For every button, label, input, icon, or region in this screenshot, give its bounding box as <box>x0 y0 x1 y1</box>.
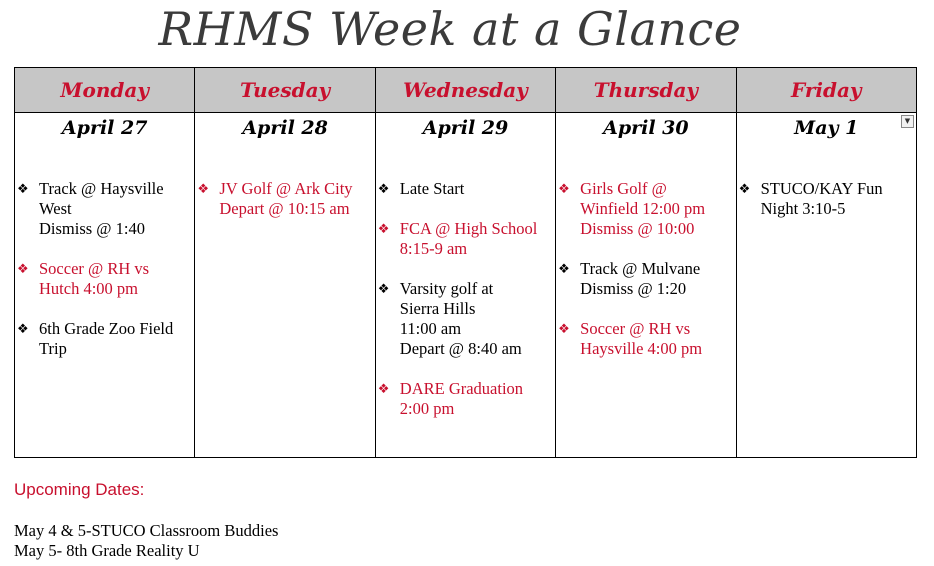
date-label: April 28 <box>242 117 328 139</box>
dropdown-arrow-icon[interactable]: ▼ <box>901 115 914 128</box>
event-text-line: Night 3:10-5 <box>760 199 846 218</box>
day-cell-monday <box>15 113 195 458</box>
event-text-line: Varsity golf at <box>399 279 494 298</box>
day-content-row <box>15 113 917 458</box>
diamond-bullet-icon: ❖ <box>377 181 390 196</box>
event-list <box>556 179 735 359</box>
event-text-line: JV Golf @ Ark City <box>219 179 353 198</box>
day-header-thursday: Thursday <box>556 68 736 113</box>
event-item <box>376 379 555 419</box>
event-text-line: Track @ Haysville <box>39 179 164 198</box>
day-header-friday: Friday <box>736 68 916 113</box>
event-item <box>556 259 735 299</box>
event-text-line: Dismiss @ 10:00 <box>580 219 695 238</box>
event-item <box>556 319 735 359</box>
event-text-line: Depart @ 8:40 am <box>399 339 522 358</box>
date-label: May 1 <box>794 117 859 139</box>
event-text-line: Soccer @ RH vs <box>580 319 691 338</box>
event-item <box>556 179 735 239</box>
diamond-bullet-icon: ❖ <box>197 181 210 196</box>
event-text-line: Trip <box>39 339 67 358</box>
upcoming-item: May 5- 8th Grade Reality U <box>14 541 200 560</box>
event-text-line: DARE Graduation <box>399 379 524 398</box>
event-item <box>376 219 555 259</box>
date-label: April 29 <box>422 117 509 139</box>
diamond-bullet-icon: ❖ <box>377 281 390 296</box>
day-cell-tuesday <box>195 113 375 458</box>
event-item <box>15 179 194 239</box>
diamond-bullet-icon: ❖ <box>558 261 570 276</box>
day-cell-thursday <box>556 113 736 458</box>
event-item <box>15 319 194 359</box>
event-text-line: STUCO/KAY Fun <box>760 179 883 198</box>
day-cell-friday <box>736 113 916 458</box>
day-header-monday: Monday <box>15 68 195 113</box>
event-list <box>15 179 194 359</box>
event-text-line: Winfield 12:00 pm <box>580 199 706 218</box>
event-list <box>195 179 374 219</box>
event-item <box>376 279 555 359</box>
diamond-bullet-icon: ❖ <box>17 261 29 276</box>
event-text-line: 8:15-9 am <box>399 239 468 258</box>
diamond-bullet-icon: ❖ <box>558 181 570 196</box>
diamond-bullet-icon: ❖ <box>17 321 29 336</box>
event-item <box>376 179 555 199</box>
upcoming-heading: Upcoming Dates: <box>14 480 145 499</box>
diamond-bullet-icon: ❖ <box>17 181 29 196</box>
day-header-wednesday: Wednesday <box>375 68 555 113</box>
page-title: RHMS Week at a Glance <box>158 2 742 56</box>
diamond-bullet-icon: ❖ <box>558 321 570 336</box>
upcoming-item: May 4 & 5-STUCO Classroom Buddies <box>14 521 279 540</box>
event-text-line: Depart @ 10:15 am <box>219 199 350 218</box>
event-text-line: Soccer @ RH vs <box>39 259 150 278</box>
event-text-line: Dismiss @ 1:40 <box>39 219 145 238</box>
diamond-bullet-icon: ❖ <box>738 181 751 196</box>
event-text-line: Track @ Mulvane <box>580 259 701 278</box>
event-list <box>376 179 555 419</box>
event-text-line: Dismiss @ 1:20 <box>580 279 687 298</box>
event-item <box>195 179 374 219</box>
event-text-line: 6th Grade Zoo Field <box>39 319 174 338</box>
week-calendar-table <box>14 67 917 458</box>
day-cell-wednesday <box>375 113 555 458</box>
event-text-line: Girls Golf @ <box>580 179 667 198</box>
event-item <box>15 259 194 299</box>
event-text-line: West <box>39 199 72 218</box>
event-text-line: FCA @ High School <box>399 219 538 238</box>
date-label: April 30 <box>603 117 689 139</box>
event-text-line: Haysville 4:00 pm <box>580 339 703 358</box>
date-label: April 27 <box>61 117 148 139</box>
diamond-bullet-icon: ❖ <box>377 381 390 396</box>
event-text-line: Hutch 4:00 pm <box>39 279 138 298</box>
event-text-line: 2:00 pm <box>399 399 455 418</box>
day-header-tuesday: Tuesday <box>195 68 375 113</box>
diamond-bullet-icon: ❖ <box>377 221 390 236</box>
event-item <box>737 179 916 219</box>
day-header-row <box>15 68 917 113</box>
event-text-line: Late Start <box>399 179 465 198</box>
event-text-line: 11:00 am <box>399 319 462 338</box>
event-list <box>737 179 916 219</box>
event-text-line: Sierra Hills <box>399 299 476 318</box>
